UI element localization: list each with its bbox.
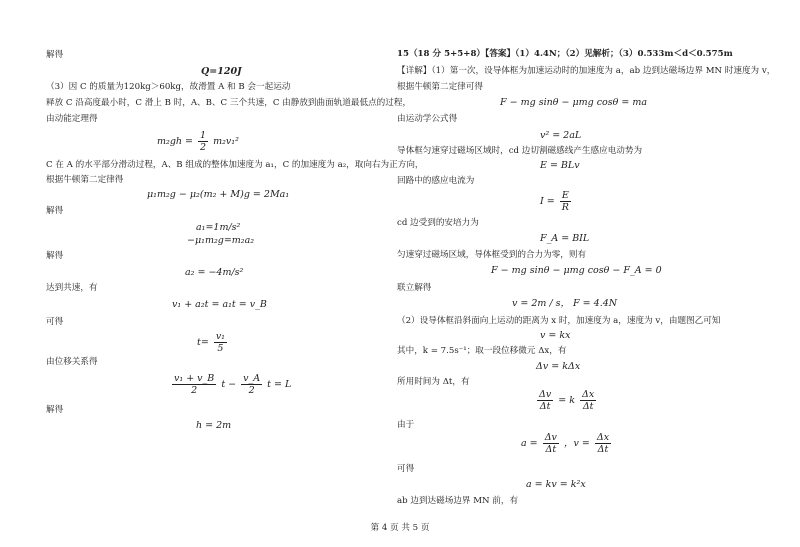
eq-lhs: I = [540,196,555,207]
fraction [595,432,611,455]
eq-mid: = k [558,395,576,406]
numerator: Δx [582,389,595,400]
eq-lhs: t= [197,337,209,348]
text-line: 回路中的感应电流为 [397,176,475,186]
eq-lhs: m₂gh = [157,136,193,147]
text-line: 解得 [46,50,64,60]
fraction [580,389,596,412]
text-line: 解得 [46,251,64,261]
equation: F − mg sinθ − μmg cosθ = ma [500,97,648,108]
eq-part: ，v = [563,438,590,449]
text-line: 联立解得 [397,283,432,293]
equation: μ₁m₂g − μ₂(m₂ + M)g = 2Ma₁ [147,189,290,200]
equation: Δv = kΔx [536,361,581,372]
text-line: 根据牛顿第二定律可得 [397,82,483,92]
text-line: 释放 C 沿高度最小时，C 滑上 B 时，A、B、C 三个共速，C 由静放到曲面轨道最低点的过程， [46,98,412,108]
equation: v = kx [540,330,571,341]
text-line: 由动能定理得 [46,114,98,124]
eq-mid: t − [221,379,237,390]
fraction [537,389,553,412]
denominator: 2 [248,385,255,396]
text-line: 由运动学公式得 [397,114,458,124]
fraction [543,432,559,455]
text-line: （2）设导体框沿斜面向上运动的距离为 x 时，加速度为 a，速度为 v，由题图乙可知 [397,316,721,326]
equation-current [540,190,573,213]
fraction [241,373,262,396]
text-line: 达到共速，有 [46,283,98,293]
equation: v² = 2aL [540,130,582,141]
page-footer: 第 4 页 共 5 页 [370,523,430,533]
denominator: Δt [597,444,609,455]
equation: a₁=1m/s² [196,222,241,233]
denominator: Δt [539,401,551,412]
text-line: 根据牛顿第二定律得 [46,175,124,185]
text-line: ab 边到达磁场边界 MN 前，有 [397,496,519,506]
equation: −μ₁m₂g=m₂a₂ [187,235,255,246]
equation-definitions [521,432,613,455]
text-line: 可得 [46,317,64,327]
text-line: 匀速穿过磁场区域，导体框受到的合力为零，则有 [397,250,587,260]
numerator: Δv [544,432,557,443]
equation-displacement [170,373,291,396]
numerator: Δv [539,389,552,400]
numerator: v_A [243,373,261,384]
numerator: 1 [200,130,207,141]
fraction [214,331,227,354]
equation: a = kv = k²x [526,479,586,490]
numerator: v₁ + v_B [174,373,215,384]
equation-time [197,331,229,354]
text-line: 解得 [46,405,64,415]
equation: F_A = BIL [540,233,590,244]
fraction [560,190,571,213]
equation-energy [157,130,239,153]
denominator: Δt [582,401,594,412]
text-line: 其中，k = 7.5s⁻¹；取一段位移微元 Δx，有 [397,346,567,356]
equation: v = 2m / s， F = 4.4N [512,298,618,309]
numerator: E [561,190,569,201]
text-line: 【详解】（1）第一次，设导体框为加速运动时的加速度为 a，ab 边到达磁场边界 MN 时速度为 v， [397,66,776,76]
denominator: R [561,202,569,213]
eq-rhs: t = L [267,379,292,390]
text-line: 由于 [397,420,415,430]
fraction [172,373,216,396]
fraction [198,130,208,153]
answer-header: 15（18 分 5+5+8）【答案】（1）4.4N；（2）见解析；（3）0.533m＜d＜0.575m [397,49,733,59]
eq-rhs: m₂v₁² [213,136,239,147]
text-line: 导体框匀速穿过磁场区域时，cd 边切割磁感线产生感应电动势为 [397,146,643,156]
denominator: 2 [191,385,198,396]
denominator: Δt [545,444,557,455]
text-line: C 在 A 的水平部分滑动过程，A、B 组成的整体加速度为 a₁，C 的加速度为 a₂，取向右为正方向， [46,160,424,170]
eq-part: a = [521,438,538,449]
denominator: 2 [200,142,207,153]
right-column [393,0,793,547]
text-line: （3）因 C 的质量为120kg＞60kg，故滑置 A 和 B 会一起运动 [46,82,291,92]
equation-ratio [535,389,598,412]
equation: h = 2m [196,420,232,431]
numerator: v₁ [215,331,225,342]
text-line: cd 边受到的安培力为 [397,218,479,228]
equation: E = BLv [540,160,580,171]
equation: F − mg sinθ − μmg cosθ − F_A = 0 [491,265,662,276]
text-line: 可得 [397,464,415,474]
text-line: 所用时间为 Δt，有 [397,377,470,387]
text-line: 由位移关系得 [46,357,98,367]
numerator: Δx [596,432,610,443]
equation: Q=120J [201,66,242,77]
text-line: 解得 [46,206,64,216]
denominator: 5 [217,343,224,354]
equation: v₁ + a₂t = a₁t = v_B [172,299,267,310]
equation: a₂ = −4m/s² [185,267,244,278]
